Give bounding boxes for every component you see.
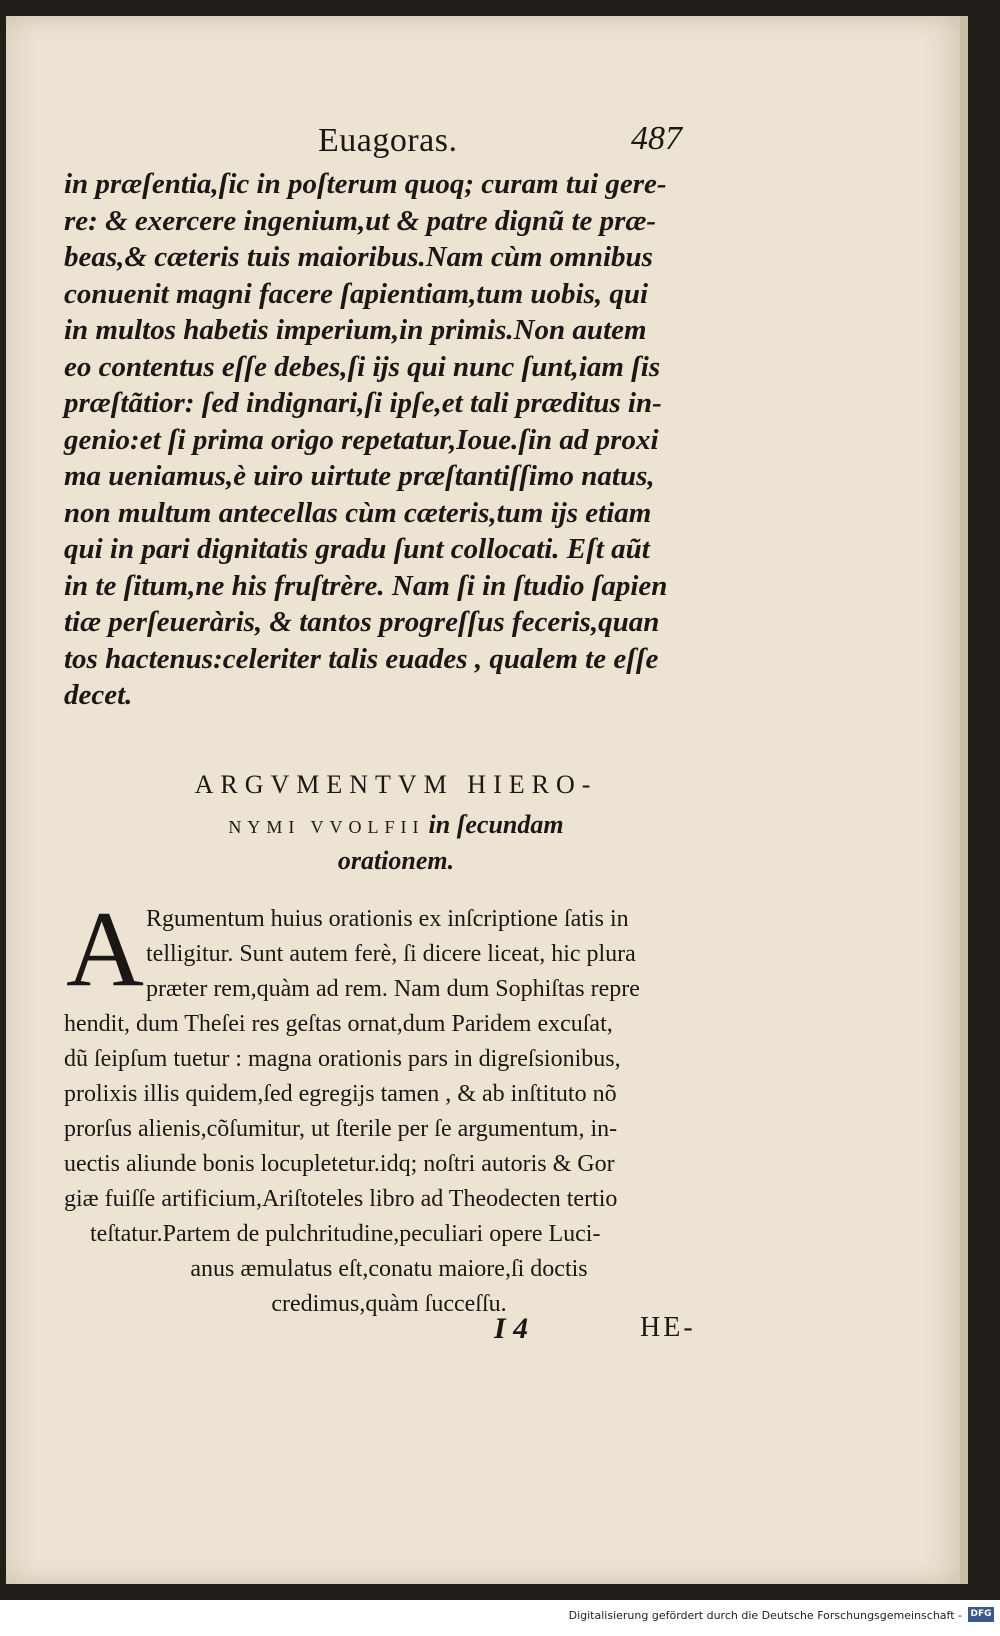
text-line: in multos habetis imperium,in primis.Non autem xyxy=(64,314,647,346)
section-heading xyxy=(116,770,676,876)
footer-credit: Digitalisierung gefördert durch die Deutsche Forschungsgemeinschaft - xyxy=(568,1609,962,1622)
text-line: præter rem,quàm ad rem. Nam dum Sophiſtas repre xyxy=(146,976,640,1002)
text-line: re: & exercere ingenium,ut & patre dignũ te præ- xyxy=(64,204,657,237)
text-line: ma ueniamus,è uiro uirtute præſtantiſſimo natus, xyxy=(64,460,655,492)
text-line: decet. xyxy=(64,679,133,711)
text-line: telligitur. Sunt autem ferè, ſi dicere liceat, hic plura xyxy=(146,941,636,967)
text-line: Rgumentum huius orationis ex inſcriptione ſatis in xyxy=(146,906,629,932)
running-title: Euagoras. xyxy=(318,122,458,159)
text-line: genio:et ſi prima origo repetatur,Ioue.ſin ad proxi xyxy=(64,423,659,456)
book-page xyxy=(6,16,966,1584)
text-line: eo contentus eſſe debes,ſi ijs qui nunc ſunt,iam ſis xyxy=(64,350,661,383)
signature-mark: I 4 xyxy=(494,1312,529,1345)
heading-caps: NYMI VVOLFII xyxy=(228,817,425,837)
text-line: beas,& cæteris tuis maioribus.Nam cùm omnibus xyxy=(64,241,653,273)
text-line: giæ fuiſſe artificium,Ariſtoteles libro ad Theodecten tertio xyxy=(64,1186,618,1212)
heading-line: orationem. xyxy=(337,846,455,875)
heading-line xyxy=(116,810,676,840)
text-line: teſtatur.Partem de pulchritudine,peculiari opere Luci- xyxy=(90,1221,601,1247)
text-line: anus æmulatus eſt,conatu maiore,ſi doctis xyxy=(190,1256,588,1282)
text-line: in te ſitum,ne his fruſtrère. Nam ſi in ſtudio ſapien xyxy=(64,569,668,602)
footer-strip xyxy=(0,1600,1000,1636)
heading-line: ARGVMENTVM HIERO- xyxy=(194,770,598,799)
text-line: præſtãtior: ſed indignari,ſi ipſe,et tali præditus in- xyxy=(64,387,662,419)
dfg-logo-icon: DFG xyxy=(968,1607,994,1622)
italic-text-block xyxy=(64,166,714,714)
text-line: non multum antecellas cùm cæteris,tum ijs etiam xyxy=(64,496,652,529)
text-line: dũ ſeipſum tuetur : magna orationis pars in digreſsionibus, xyxy=(64,1046,621,1072)
text-line: tiæ perſeueràris, & tantos progreſſus feceris,quan xyxy=(64,606,660,638)
text-line: uectis aliunde bonis locupletetur.idq; noſtri autoris & Gor xyxy=(64,1151,615,1177)
text-line: prorſus alienis,cõſumitur, ut ſterile per ſe argumentum, in- xyxy=(64,1116,618,1142)
heading-italic: in ſecundam xyxy=(428,810,564,839)
running-head xyxy=(306,104,706,164)
drop-cap: A xyxy=(66,890,144,1009)
text-line: conuenit magni facere ſapientiam,tum uobis, qui xyxy=(64,277,649,310)
page-edge xyxy=(960,16,968,1584)
text-line: qui in pari dignitatis gradu ſunt collocati. Eſt aũt xyxy=(64,533,650,565)
text-line: in præſentia,ſic in poſterum quoq; curam tui gere- xyxy=(64,168,667,200)
page-number: 487 xyxy=(631,120,682,157)
text-line: tos hactenus:celeriter talis euades , qualem te eſſe xyxy=(64,642,659,675)
argument-text-block xyxy=(64,890,714,1322)
text-line: prolixis illis quidem,ſed egregijs tamen , & ab inſtituto nõ xyxy=(64,1081,617,1107)
text-line: hendit, dum Theſei res geſtas ornat,dum Paridem excuſat, xyxy=(64,1011,613,1037)
text-line: credimus,quàm ſucceſſu. xyxy=(271,1291,507,1317)
catchword: HE- xyxy=(640,1312,696,1343)
